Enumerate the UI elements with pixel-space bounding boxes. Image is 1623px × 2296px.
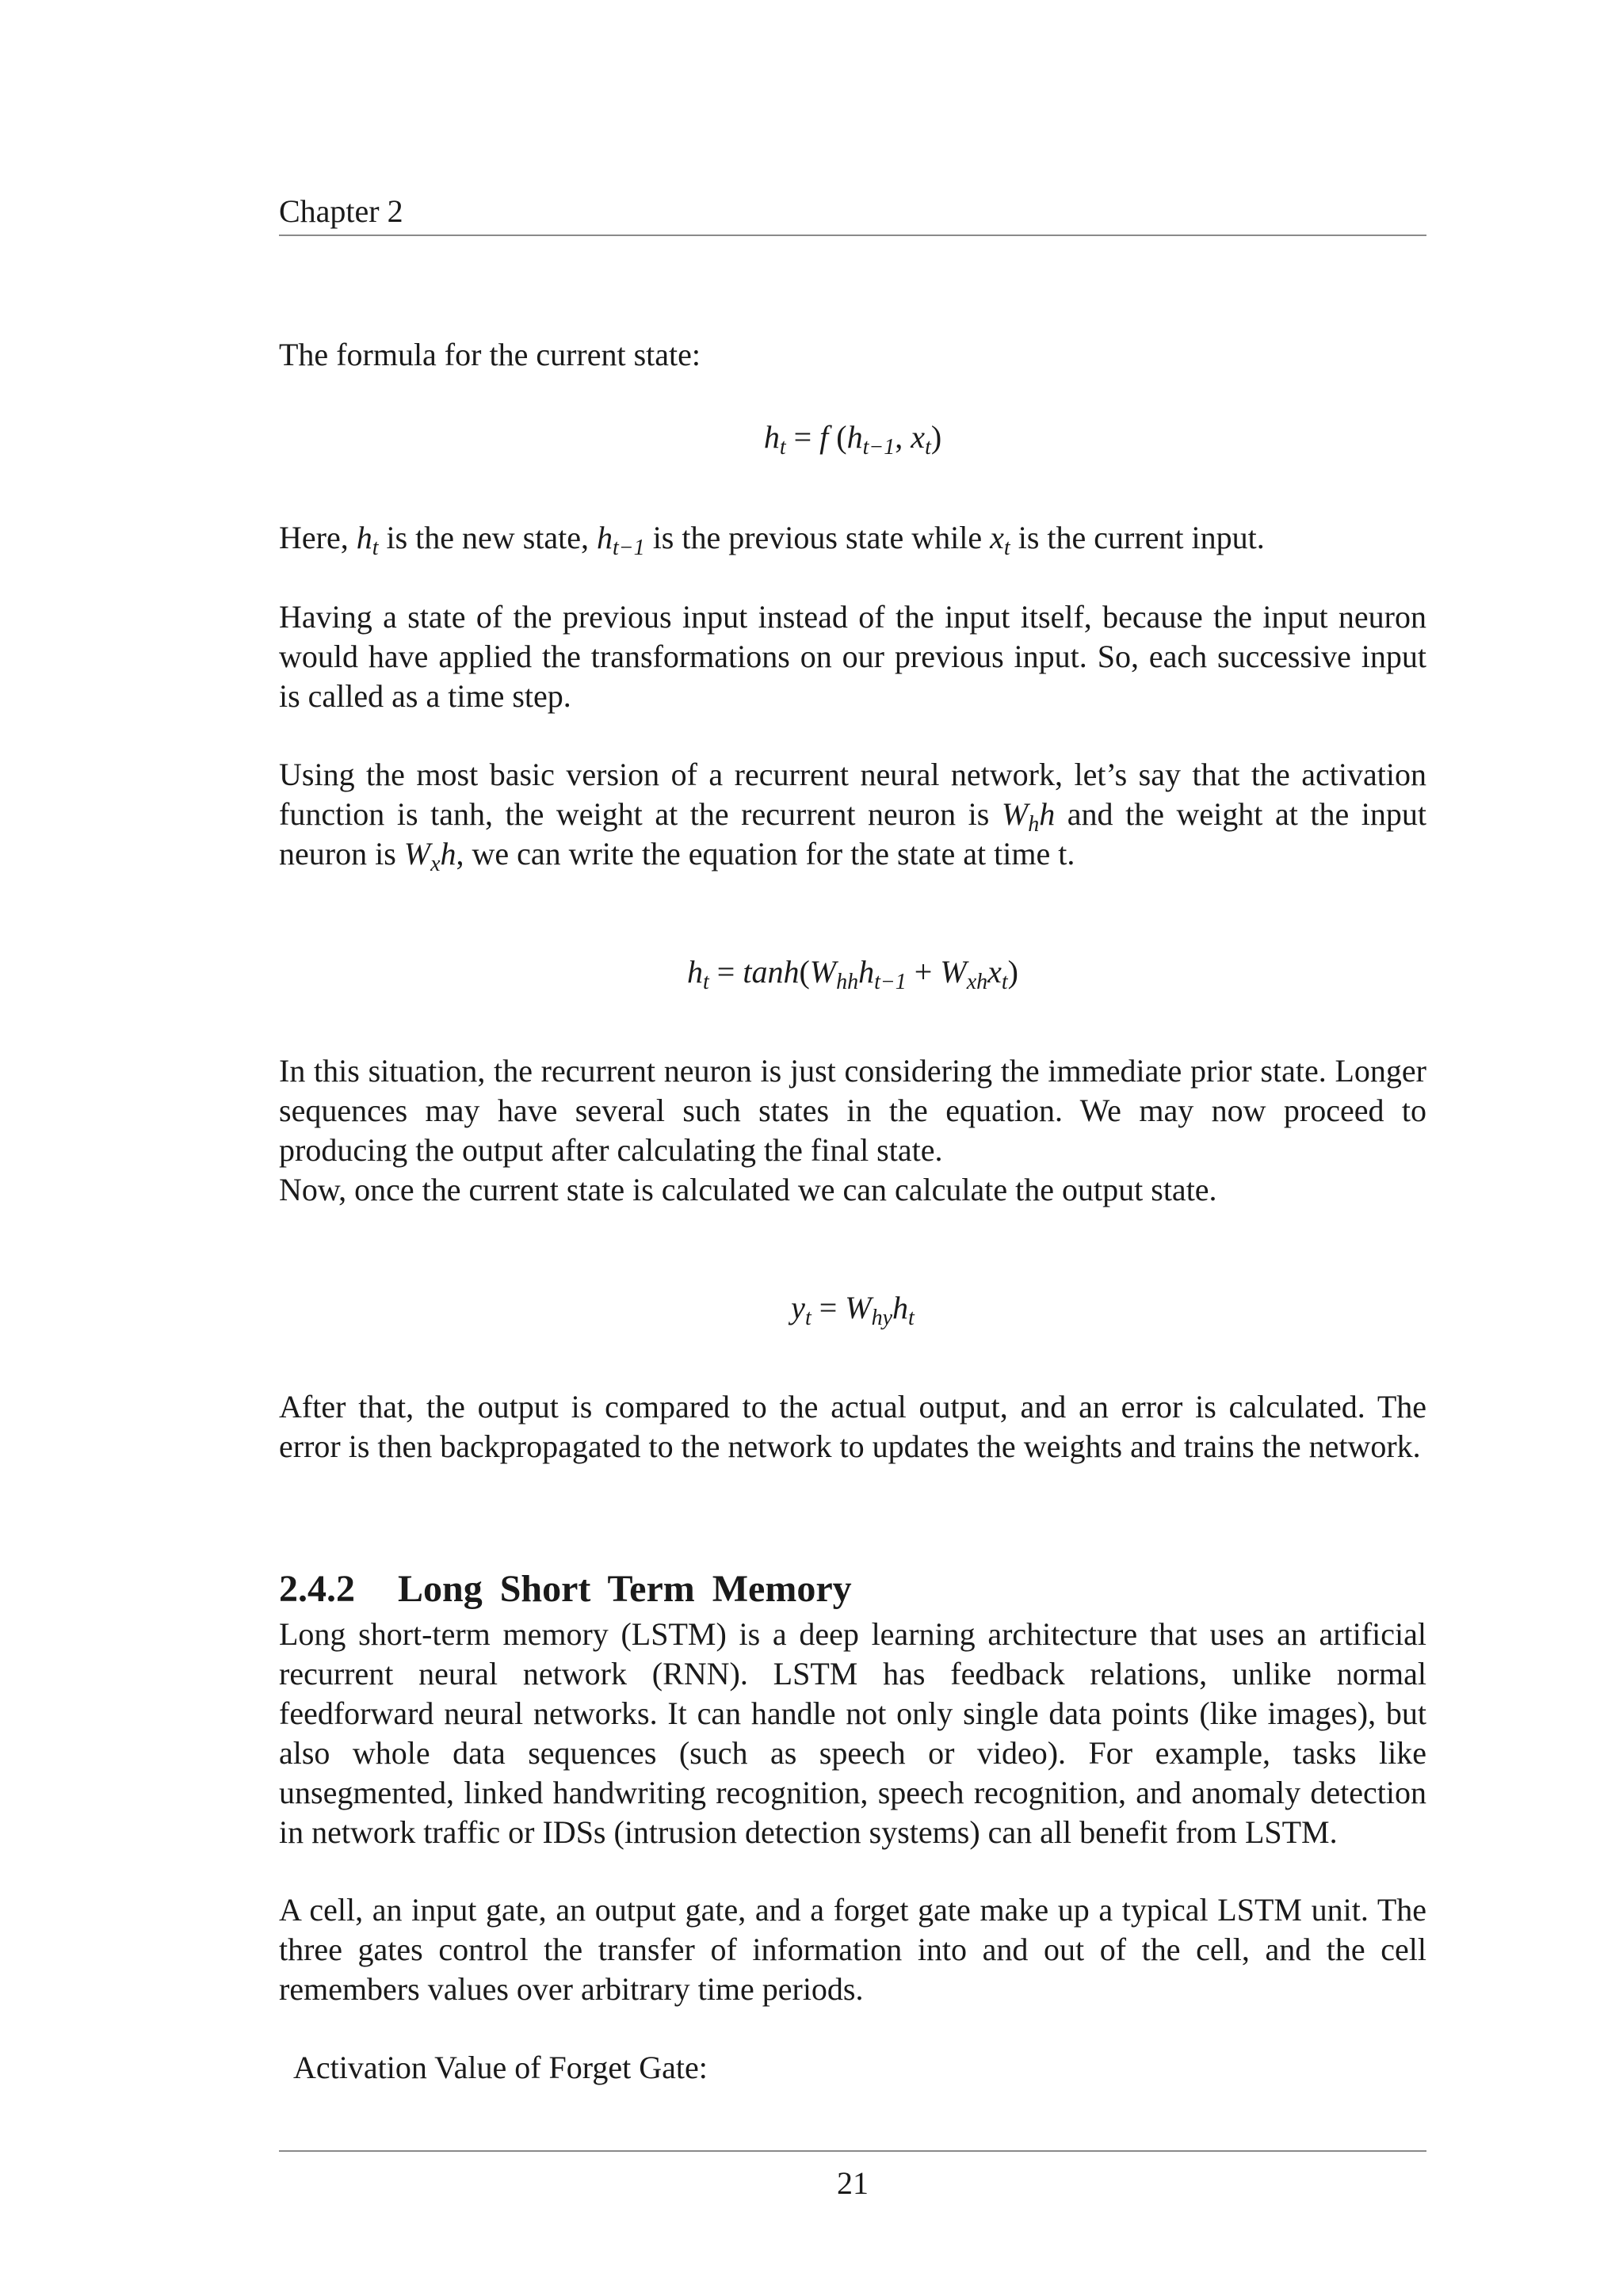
- eq1-sub-t2: t: [925, 435, 931, 460]
- eq2-plus: +: [906, 954, 941, 990]
- eq1-h: h: [763, 419, 780, 455]
- p2-sub-t2: t: [1003, 536, 1010, 560]
- footer-rule: [279, 2150, 1426, 2152]
- p2-text-c: is the previous state while: [644, 520, 991, 555]
- running-head: Chapter 2: [279, 193, 403, 229]
- eq2-close-paren: ): [1007, 954, 1018, 990]
- paragraph-state-definitions: [279, 518, 1426, 558]
- p2-text-b: is the new state,: [378, 520, 597, 555]
- eq2-sub-t2: t: [1001, 970, 1008, 994]
- eq2-sub-xh: xh: [966, 970, 988, 994]
- eq3-sub-t2: t: [908, 1306, 915, 1330]
- eq2-tanh: tanh: [743, 954, 800, 990]
- section-heading: [279, 1567, 852, 1611]
- paragraph-prior-state: In this situation, the recurrent neuron is just considering the immediate prior state. Longer sequences may have several such states in the equation. We may now proceed to producing the output after calculating the final state.: [279, 1053, 1426, 1168]
- paragraph-lstm-intro: Long short-term memory (LSTM) is a deep learning architecture that uses an artificial recurrent neural network (RNN). LSTM has feedback relations, unlike normal feedforward neural networks. It can handle not only single data points (like images), but also whole data sequences (such as speech or video). For example, tasks like unsegmented, linked handwriting recognition, speech recognition, and anomaly detection in network traffic or IDSs (intrusion detection systems) can all benefit from LSTM.: [279, 1616, 1426, 1850]
- eq3-h: h: [892, 1290, 909, 1325]
- p2-h-prev: h: [597, 520, 613, 555]
- eq1-close-paren: ): [930, 419, 942, 455]
- eq3-sub-hy: hy: [871, 1306, 893, 1330]
- p2-text-d: is the current input.: [1010, 520, 1265, 555]
- eq1-x: x: [911, 419, 926, 455]
- paragraph-output-state: Now, once the current state is calculated we can calculate the output state.: [279, 1172, 1217, 1207]
- eq1-open-paren: (: [828, 419, 847, 455]
- p4-sub-h: h: [1028, 812, 1040, 837]
- eq2-W2: W: [940, 954, 967, 990]
- equation-output: [279, 1288, 1426, 1328]
- paragraph-time-step: Having a state of the previous input instead of the input itself, because the input neuron would have applied the transformations on our previous input. So, each successive input is called as a time step.: [279, 599, 1426, 714]
- p4-h: h: [1039, 796, 1056, 832]
- p4-W: W: [1001, 796, 1029, 832]
- section-title: Long Short Term Memory: [398, 1568, 852, 1610]
- section-number: 2.4.2: [279, 1568, 355, 1610]
- eq2-sub-tm1: t−1: [874, 970, 907, 994]
- eq1-equals: =: [785, 419, 820, 455]
- p4-sub-x: x: [430, 852, 441, 876]
- eq2-h: h: [686, 954, 703, 990]
- paragraph-basic-rnn: [279, 755, 1426, 874]
- paragraph-formula-intro: The formula for the current state:: [279, 337, 701, 372]
- p4-text-c: , we can write the equation for the state at time t.: [456, 836, 1075, 871]
- equation-current-state: [279, 418, 1426, 460]
- p4-text-a: Using the most basic version of a recurrent neural network, let’s say that the activation function is tanh, the weight at the recurrent neuron is: [279, 757, 1426, 832]
- eq2-W: W: [809, 954, 837, 990]
- paragraph-backpropagation: After that, the output is compared to the actual output, and an error is calculated. The error is then backpropagated to the network to updates the weights and trains the network.: [279, 1389, 1426, 1464]
- eq2-equals: =: [708, 954, 743, 990]
- p2-x: x: [990, 520, 1004, 555]
- eq1-f: f: [819, 419, 829, 455]
- paragraph-lstm-unit: A cell, an input gate, an output gate, and a forget gate make up a typical LSTM unit. The three gates control the transfer of information into and out of the cell, and the cell remembers values over arbitrary time periods.: [279, 1892, 1426, 2007]
- page-number: 21: [837, 2165, 869, 2201]
- eq3-equals: =: [811, 1290, 846, 1325]
- eq1-sub-tm1: t−1: [862, 435, 896, 460]
- eq2-open-paren: (: [799, 954, 810, 990]
- eq2-h-prev: h: [858, 954, 875, 990]
- eq3-sub-t: t: [804, 1306, 812, 1330]
- paragraph-forget-gate-label: Activation Value of Forget Gate:: [293, 2050, 708, 2085]
- p2-sub-t: t: [372, 536, 379, 560]
- eq1-h-prev: h: [846, 419, 863, 455]
- eq3-W: W: [845, 1290, 872, 1325]
- eq3-y: y: [791, 1290, 805, 1325]
- p4-text-b: and the weight at the input neuron is: [279, 796, 1427, 871]
- eq1-sub-t: t: [779, 435, 786, 460]
- p2-sub-tm1: t−1: [613, 536, 645, 560]
- p2-text-a: Here,: [279, 520, 357, 555]
- eq1-comma: ,: [895, 419, 911, 455]
- header-rule: [279, 235, 1426, 236]
- equation-tanh-state: [279, 952, 1426, 992]
- eq2-sub-hh: hh: [836, 970, 859, 994]
- p2-h: h: [356, 520, 372, 555]
- p4-h2: h: [440, 836, 456, 871]
- p4-W2: W: [403, 836, 431, 871]
- eq2-sub-t: t: [702, 970, 709, 994]
- eq2-x: x: [987, 954, 1002, 990]
